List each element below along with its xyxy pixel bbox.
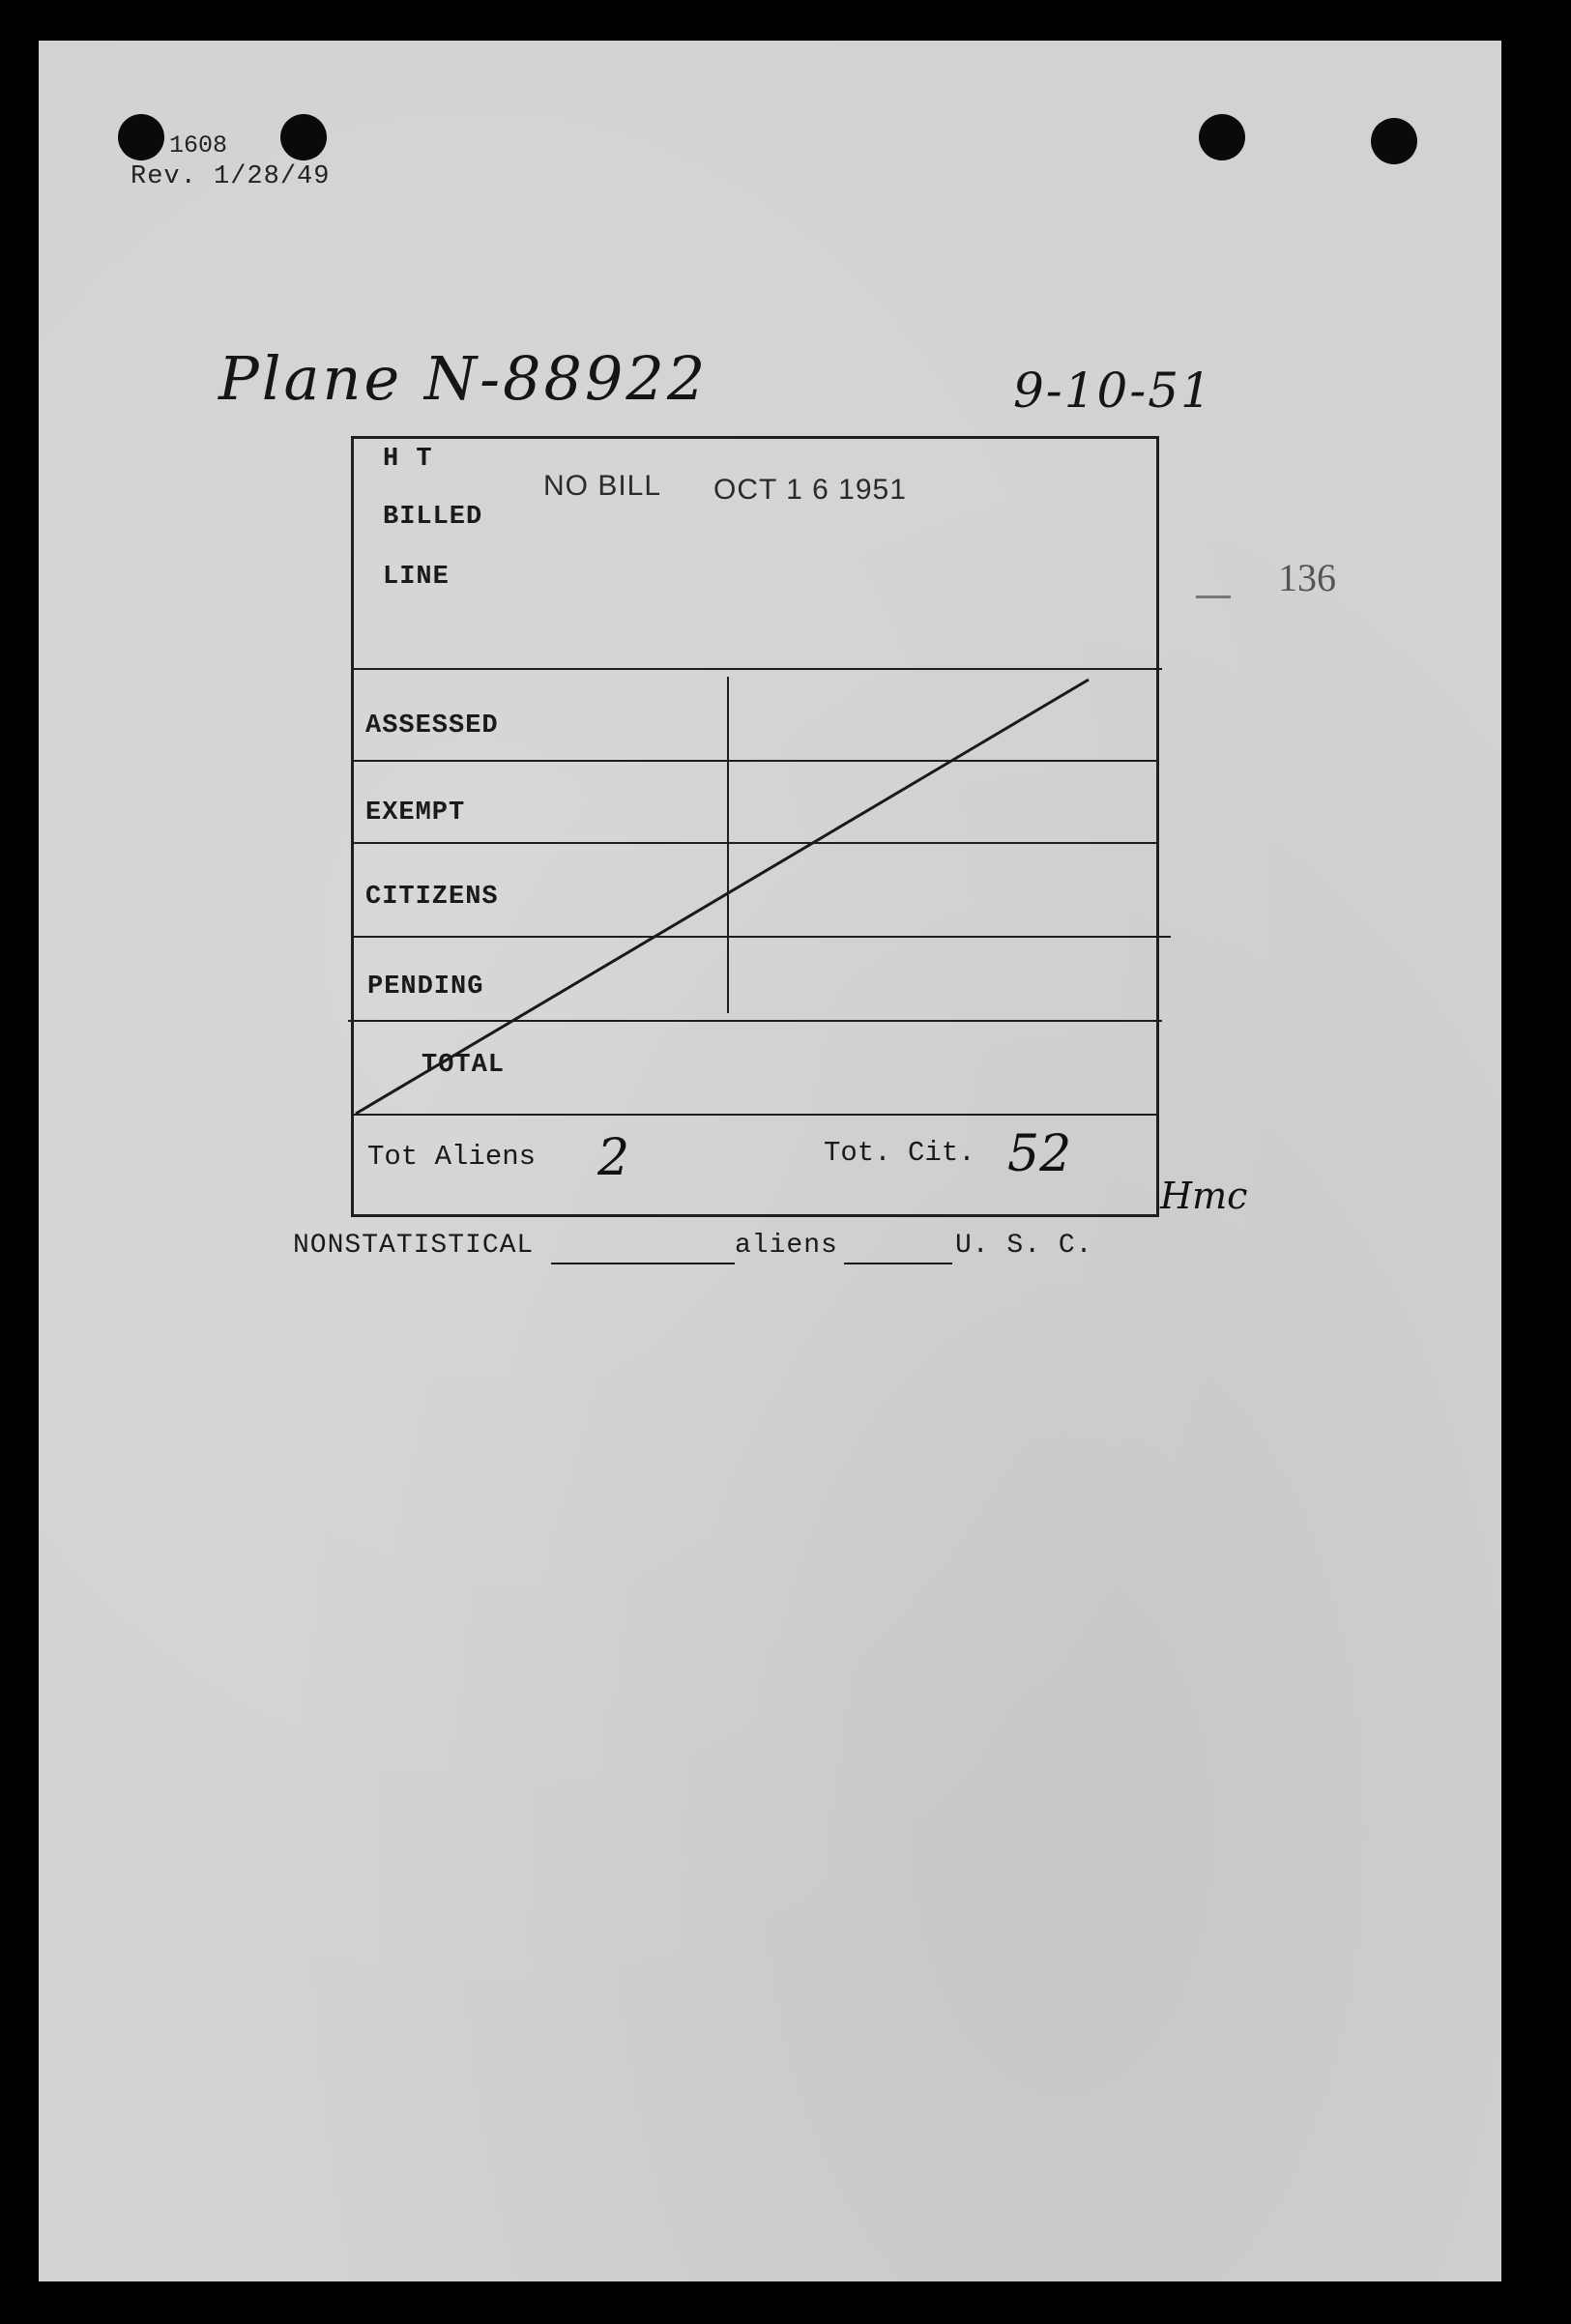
row-label-exempt: EXEMPT	[365, 799, 466, 828]
header-line-ht: H T	[383, 445, 433, 474]
side-number: 136	[1278, 556, 1336, 599]
form-revision: Rev. 1/28/49	[131, 162, 331, 191]
header-line-line: LINE	[383, 563, 450, 592]
tot-cit-label: Tot. Cit.	[824, 1137, 975, 1169]
aliens-blank	[844, 1263, 952, 1264]
form-number: 1608	[169, 131, 228, 160]
no-bill-stamp: NO BILL	[543, 470, 662, 502]
tot-cit-value: 52	[1007, 1125, 1072, 1183]
date-handwritten: 9-10-51	[1013, 363, 1213, 419]
row-label-assessed: ASSESSED	[365, 712, 499, 741]
handwritten-initials: Hmc	[1160, 1175, 1248, 1217]
row-label-citizens: CITIZENS	[365, 883, 499, 912]
date-stamp: OCT 1 6 1951	[713, 474, 907, 506]
nonstatistical-blank	[551, 1263, 735, 1264]
nonstatistical-label: NONSTATISTICAL	[293, 1231, 535, 1261]
tot-aliens-value: 2	[597, 1129, 630, 1187]
row-label-pending: PENDING	[367, 973, 484, 1002]
header-line-billed: BILLED	[383, 503, 483, 532]
tot-aliens-label: Tot Aliens	[367, 1141, 537, 1173]
row-label-total: TOTAL	[422, 1051, 506, 1080]
plane-number-handwritten: Plane N-88922	[218, 343, 709, 414]
aliens-label: aliens	[735, 1231, 838, 1261]
usc-label: U. S. C.	[955, 1231, 1093, 1261]
